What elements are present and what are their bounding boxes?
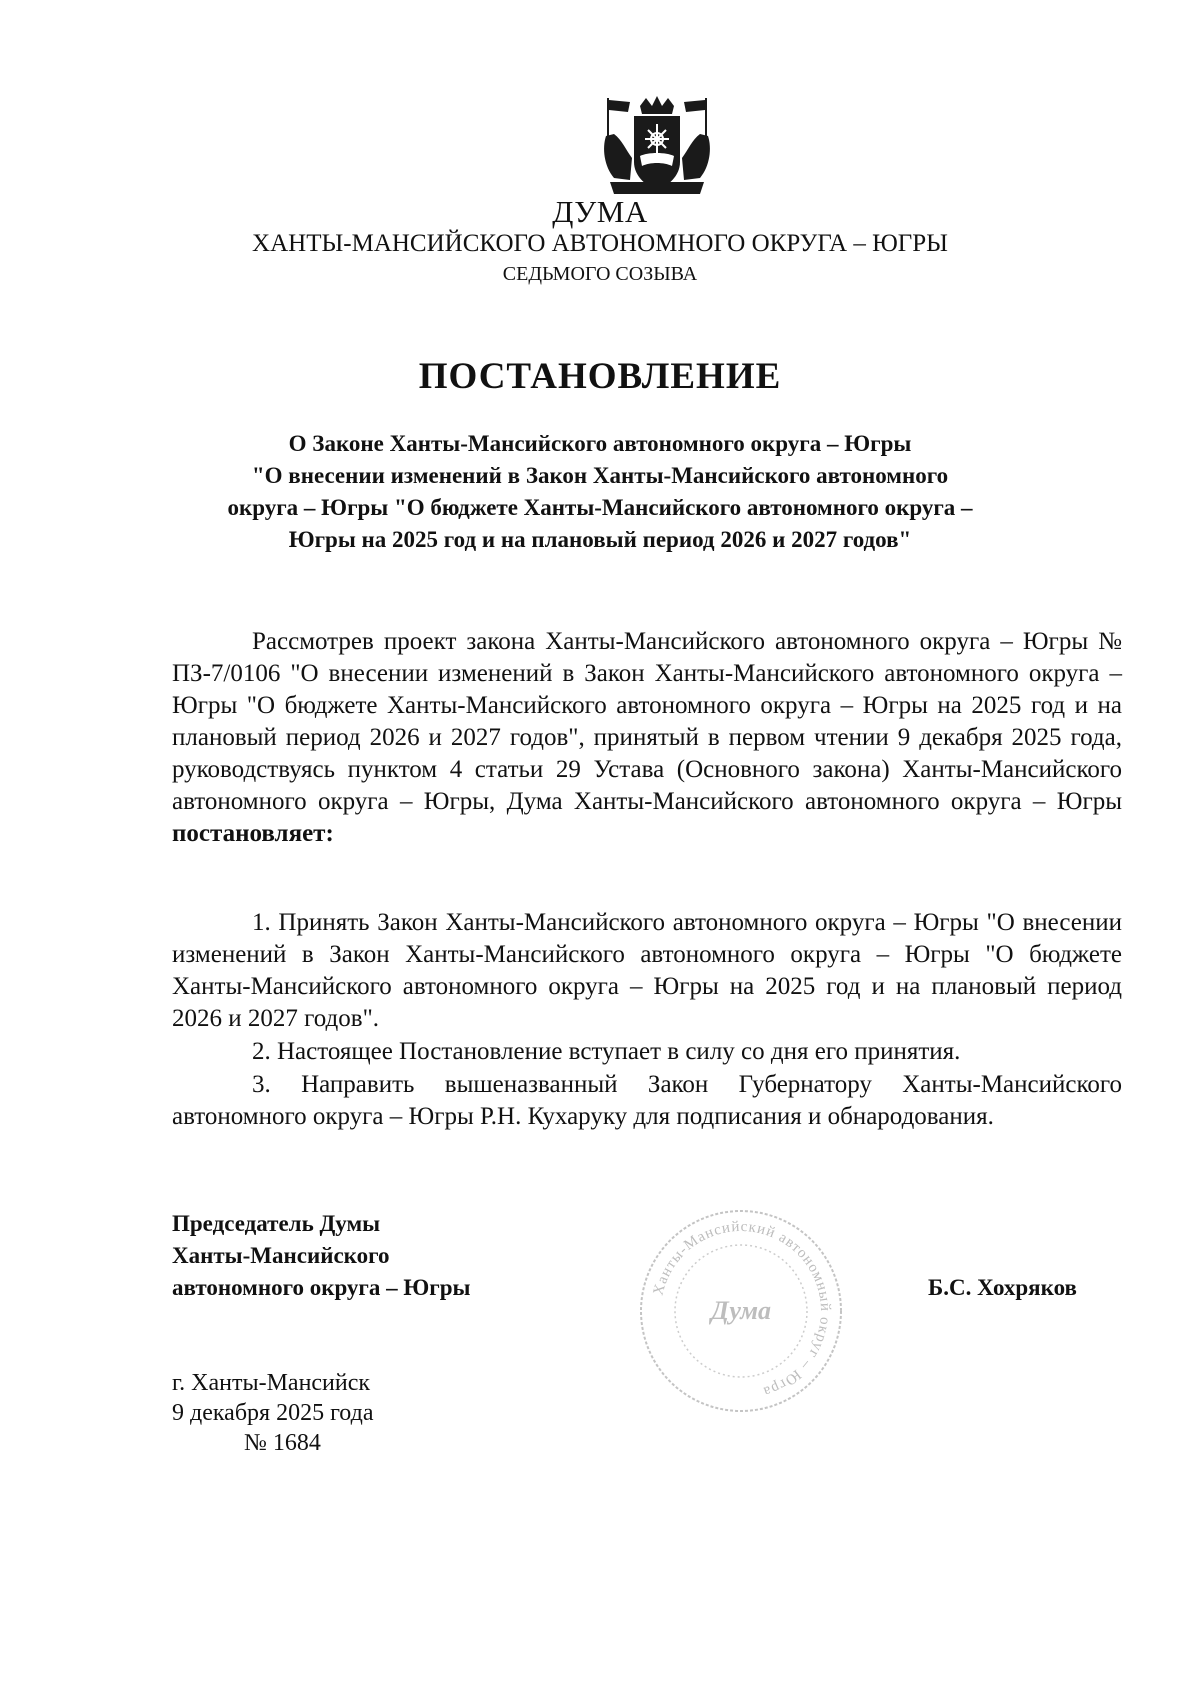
region-title: ХАНТЫ-МАНСИЙСКОГО АВТОНОМНОГО ОКРУГА – ЮГРЫ <box>252 230 948 257</box>
subject-line: округа – Югры "О бюджете Ханты-Мансийского автономного округа – <box>227 495 973 520</box>
resolution-item: 1. Принять Закон Ханты-Мансийского автономного округа – Югры "О внесении изменений в Закон Ханты-Мансийского автономного округа – Югры "О бюджете Ханты-Мансийского автономного округа – Югры на 2025 год и на плановый период 2026 и 2027 годов". <box>172 909 1122 1032</box>
resolution-item: 2. Настоящее Постановление вступает в силу со дня его принятия. <box>252 1038 961 1065</box>
document-number: № 1684 <box>244 1430 321 1456</box>
city: г. Ханты-Мансийск <box>172 1370 371 1396</box>
signatory-title-line: автономного округа – Югры <box>172 1275 471 1300</box>
document-subject <box>150 428 1050 556</box>
preamble-text: Рассмотрев проект закона Ханты-Мансийского автономного округа – Югры № ПЗ-7/0106 "О внесении изменений в Закон Ханты-Мансийского автономного округа – Югры "О бюджете Ханты-Мансийского автономного округа – Югры на 2025 год и на плановый период 2026 и 2027 годов", принятый в первом чтении 9 декабря 2025 года, руководствуясь пунктом 4 статьи 29 Устава (Основного закона) Ханты-Мансийского автономного округа – Югры, Дума Ханты-Мансийского автономного округа – Югры <box>172 628 1122 815</box>
resolution-item: 3. Направить вышеназванный Закон Губернатору Ханты-Мансийского автономного округа – Югры Р.Н. Кухаруку для подписания и обнародования. <box>172 1071 1122 1130</box>
date: 9 декабря 2025 года <box>172 1400 374 1426</box>
document-type-heading: ПОСТАНОВЛЕНИЕ <box>418 356 782 397</box>
subject-line: О Законе Ханты-Мансийского автономного округа – Югры <box>288 431 912 456</box>
preamble <box>172 626 1122 850</box>
convocation-title: СЕДЬМОГО СОЗЫВА <box>502 263 698 285</box>
official-stamp-icon <box>636 1206 846 1416</box>
signatory-title <box>172 1208 470 1304</box>
subject-line: "О внесении изменений в Закон Ханты-Мансийского автономного <box>251 463 949 488</box>
resolves-word: постановляет: <box>172 820 334 847</box>
subject-line: Югры на 2025 год и на плановый период 2026 и 2027 годов" <box>288 527 912 552</box>
stamp-center-text: Дума <box>710 1296 772 1325</box>
signatory-title-line: Ханты-Мансийского <box>172 1243 390 1268</box>
stamp-ring-text: Ханты-Мансийский автономный округ – Югра <box>650 1218 834 1400</box>
signatory-title-line: Председатель Думы <box>172 1211 381 1236</box>
organ-title: ДУМА <box>552 194 648 229</box>
place-date-number <box>172 1368 373 1458</box>
coat-of-arms-icon <box>600 96 714 200</box>
preamble-paragraph <box>172 626 1122 850</box>
signatory-name: Б.С. Хохряков <box>928 1275 1077 1300</box>
resolution-items <box>172 907 1122 1133</box>
